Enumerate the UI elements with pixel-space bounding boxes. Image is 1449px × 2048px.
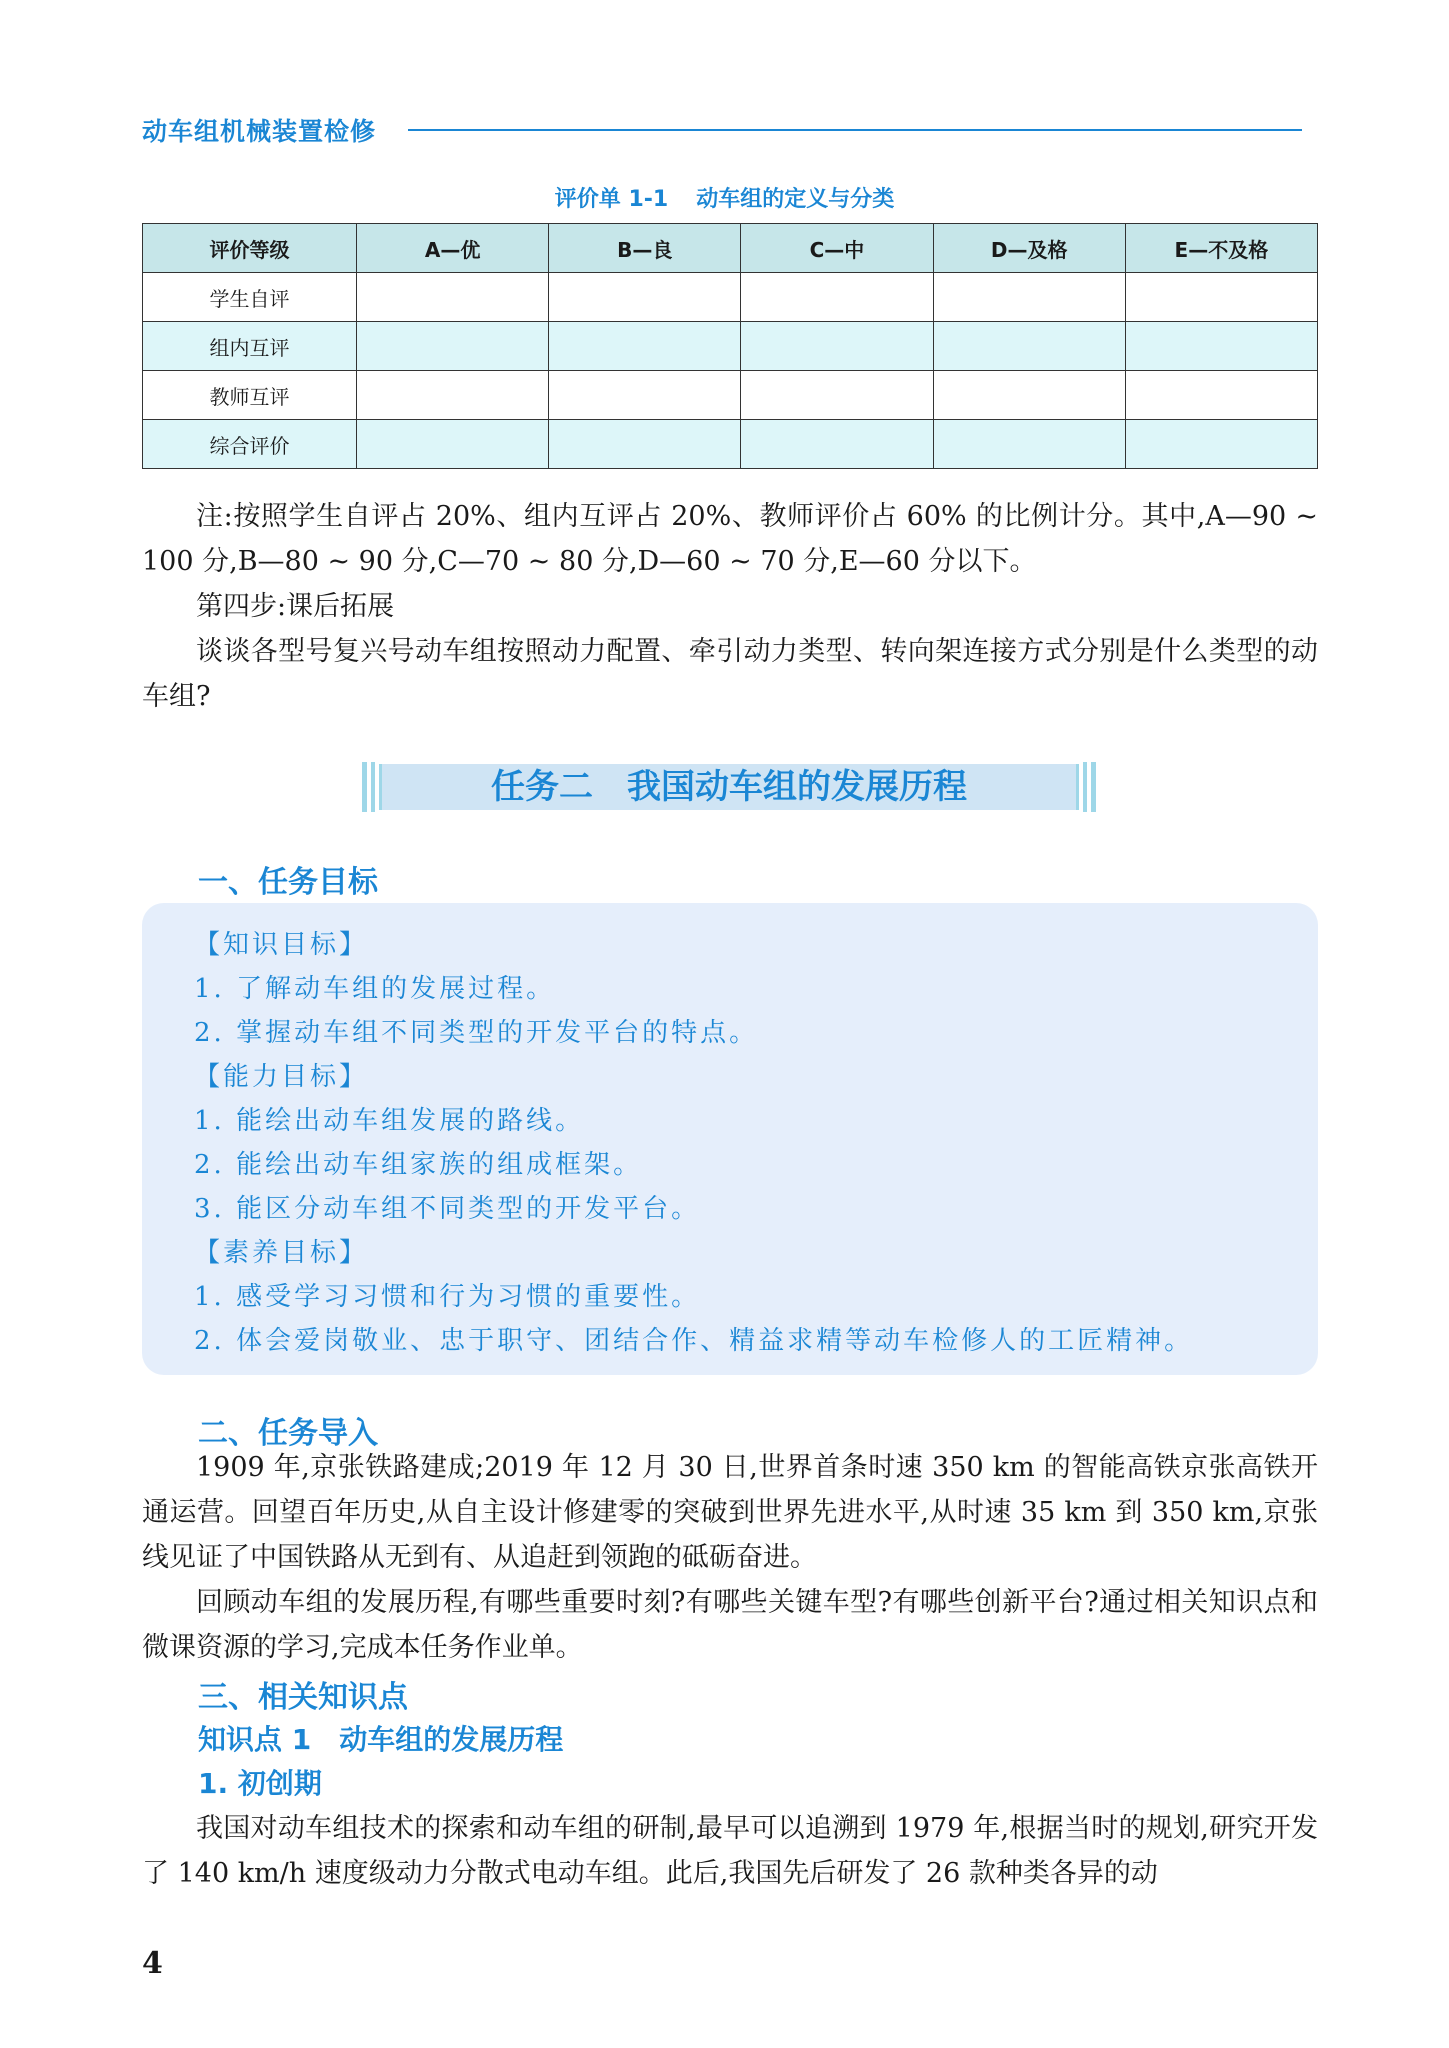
grade-cell[interactable]: [357, 420, 549, 469]
table-caption-label: 评价单 1-1: [554, 187, 669, 212]
grade-cell[interactable]: [741, 273, 933, 322]
grade-cell[interactable]: [741, 420, 933, 469]
subsection-heading: 1. 初创期: [198, 1767, 322, 1800]
grade-cell[interactable]: [549, 322, 741, 371]
goal-item: 2. 能绘出动车组家族的组成框架。: [194, 1150, 643, 1180]
task-name: 我国动车组的发展历程: [627, 767, 967, 807]
task-banner: [362, 762, 1096, 812]
grade-cell[interactable]: [357, 273, 549, 322]
section-heading-knowledge: 三、相关知识点: [198, 1680, 408, 1715]
grade-cell[interactable]: [549, 273, 741, 322]
goal-item: 1. 感受学习习惯和行为习惯的重要性。: [194, 1282, 701, 1312]
goal-item: 1. 了解动车组的发展过程。: [194, 974, 556, 1004]
grade-cell[interactable]: [1125, 371, 1317, 420]
row-label: 学生自评: [143, 273, 357, 322]
knowledge-point-heading: [198, 1718, 563, 1758]
grade-cell[interactable]: [1125, 322, 1317, 371]
table-caption: [0, 182, 1449, 213]
grade-cell[interactable]: [741, 322, 933, 371]
table-row: [143, 273, 1318, 322]
goal-item: 1. 能绘出动车组发展的路线。: [194, 1106, 585, 1136]
goals-box: [142, 903, 1318, 1375]
grade-cell[interactable]: [1125, 273, 1317, 322]
page-number: 4: [142, 1946, 163, 1981]
development-paragraph: 我国对动车组技术的探索和动车组的研制,最早可以追溯到 1979 年,根据当时的规划,研究开发了 140 km/h 速度级动力分散式电动车组。此后,我国先后研发了 26 款种类各异的动: [142, 1813, 1318, 1889]
grade-cell[interactable]: [357, 371, 549, 420]
note-block: [142, 494, 1318, 719]
table-header-cell: 评价等级: [143, 224, 357, 273]
goal-item: 3. 能区分动车组不同类型的开发平台。: [194, 1194, 701, 1224]
note-paragraph: 注:按照学生自评占 20%、组内互评占 20%、教师评价占 60% 的比例计分。其中,A—90 ~ 100 分,B—80 ~ 90 分,C—70 ~ 80 分,D—60 ~ 70 分,E—60 分以下。: [142, 501, 1318, 577]
section-heading-goals: 一、任务目标: [198, 865, 378, 900]
knowledge-point-label: 知识点 1: [198, 1723, 312, 1756]
row-label: 综合评价: [143, 420, 357, 469]
step-four-label: 第四步:课后拓展: [196, 591, 395, 622]
knowledge-point-title: 动车组的发展历程: [339, 1723, 564, 1756]
table-row: [143, 371, 1318, 420]
intro-paragraph: 1909 年,京张铁路建成;2019 年 12 月 30 日,世界首条时速 350 km 的智能高铁京张高铁开通运营。回望百年历史,从自主设计修建零的突破到世界先进水平,从时速 35 km 到 350 km,京张线见证了中国铁路从无到有、从追赶到领跑的砥砺奋进。: [142, 1452, 1318, 1573]
table-header-cell: D—及格: [933, 224, 1125, 273]
goal-item: 2. 掌握动车组不同类型的开发平台的特点。: [194, 1018, 759, 1048]
goal-item: 2. 体会爱岗敬业、忠于职守、团结合作、精益求精等动车检修人的工匠精神。: [194, 1326, 1194, 1356]
grade-cell[interactable]: [357, 322, 549, 371]
row-label: 教师互评: [143, 371, 357, 420]
row-label: 组内互评: [143, 322, 357, 371]
task-title: [362, 762, 1096, 812]
table-header-cell: E—不及格: [1125, 224, 1317, 273]
intro-paragraph: 回顾动车组的发展历程,有哪些重要时刻?有哪些关键车型?有哪些创新平台?通过相关知识点和微课资源的学习,完成本任务作业单。: [142, 1587, 1318, 1663]
table-header-row: [143, 224, 1318, 273]
grade-cell[interactable]: [933, 420, 1125, 469]
grade-cell[interactable]: [549, 371, 741, 420]
grade-cell[interactable]: [933, 273, 1125, 322]
goal-category: 【能力目标】: [194, 1062, 369, 1092]
evaluation-table: [142, 223, 1318, 469]
goal-category: 【素养目标】: [194, 1238, 369, 1268]
grade-cell[interactable]: [1125, 420, 1317, 469]
table-header-cell: C—中: [741, 224, 933, 273]
running-header: 动车组机械装置检修: [142, 117, 377, 146]
task-label: 任务二: [491, 767, 593, 807]
development-block: [142, 1806, 1318, 1896]
intro-block: [142, 1445, 1318, 1670]
question-paragraph: 谈谈各型号复兴号动车组按照动力配置、牵引动力类型、转向架连接方式分别是什么类型的动车组?: [142, 636, 1318, 712]
table-header-cell: A—优: [357, 224, 549, 273]
header-rule: [408, 129, 1302, 131]
grade-cell[interactable]: [933, 371, 1125, 420]
grade-cell[interactable]: [549, 420, 741, 469]
table-header-cell: B—良: [549, 224, 741, 273]
grade-cell[interactable]: [933, 322, 1125, 371]
goal-category: 【知识目标】: [194, 930, 369, 960]
table-row: [143, 322, 1318, 371]
table-caption-title: 动车组的定义与分类: [696, 187, 895, 212]
table-row: [143, 420, 1318, 469]
grade-cell[interactable]: [741, 371, 933, 420]
section-heading-intro: 二、任务导入: [198, 1416, 378, 1451]
